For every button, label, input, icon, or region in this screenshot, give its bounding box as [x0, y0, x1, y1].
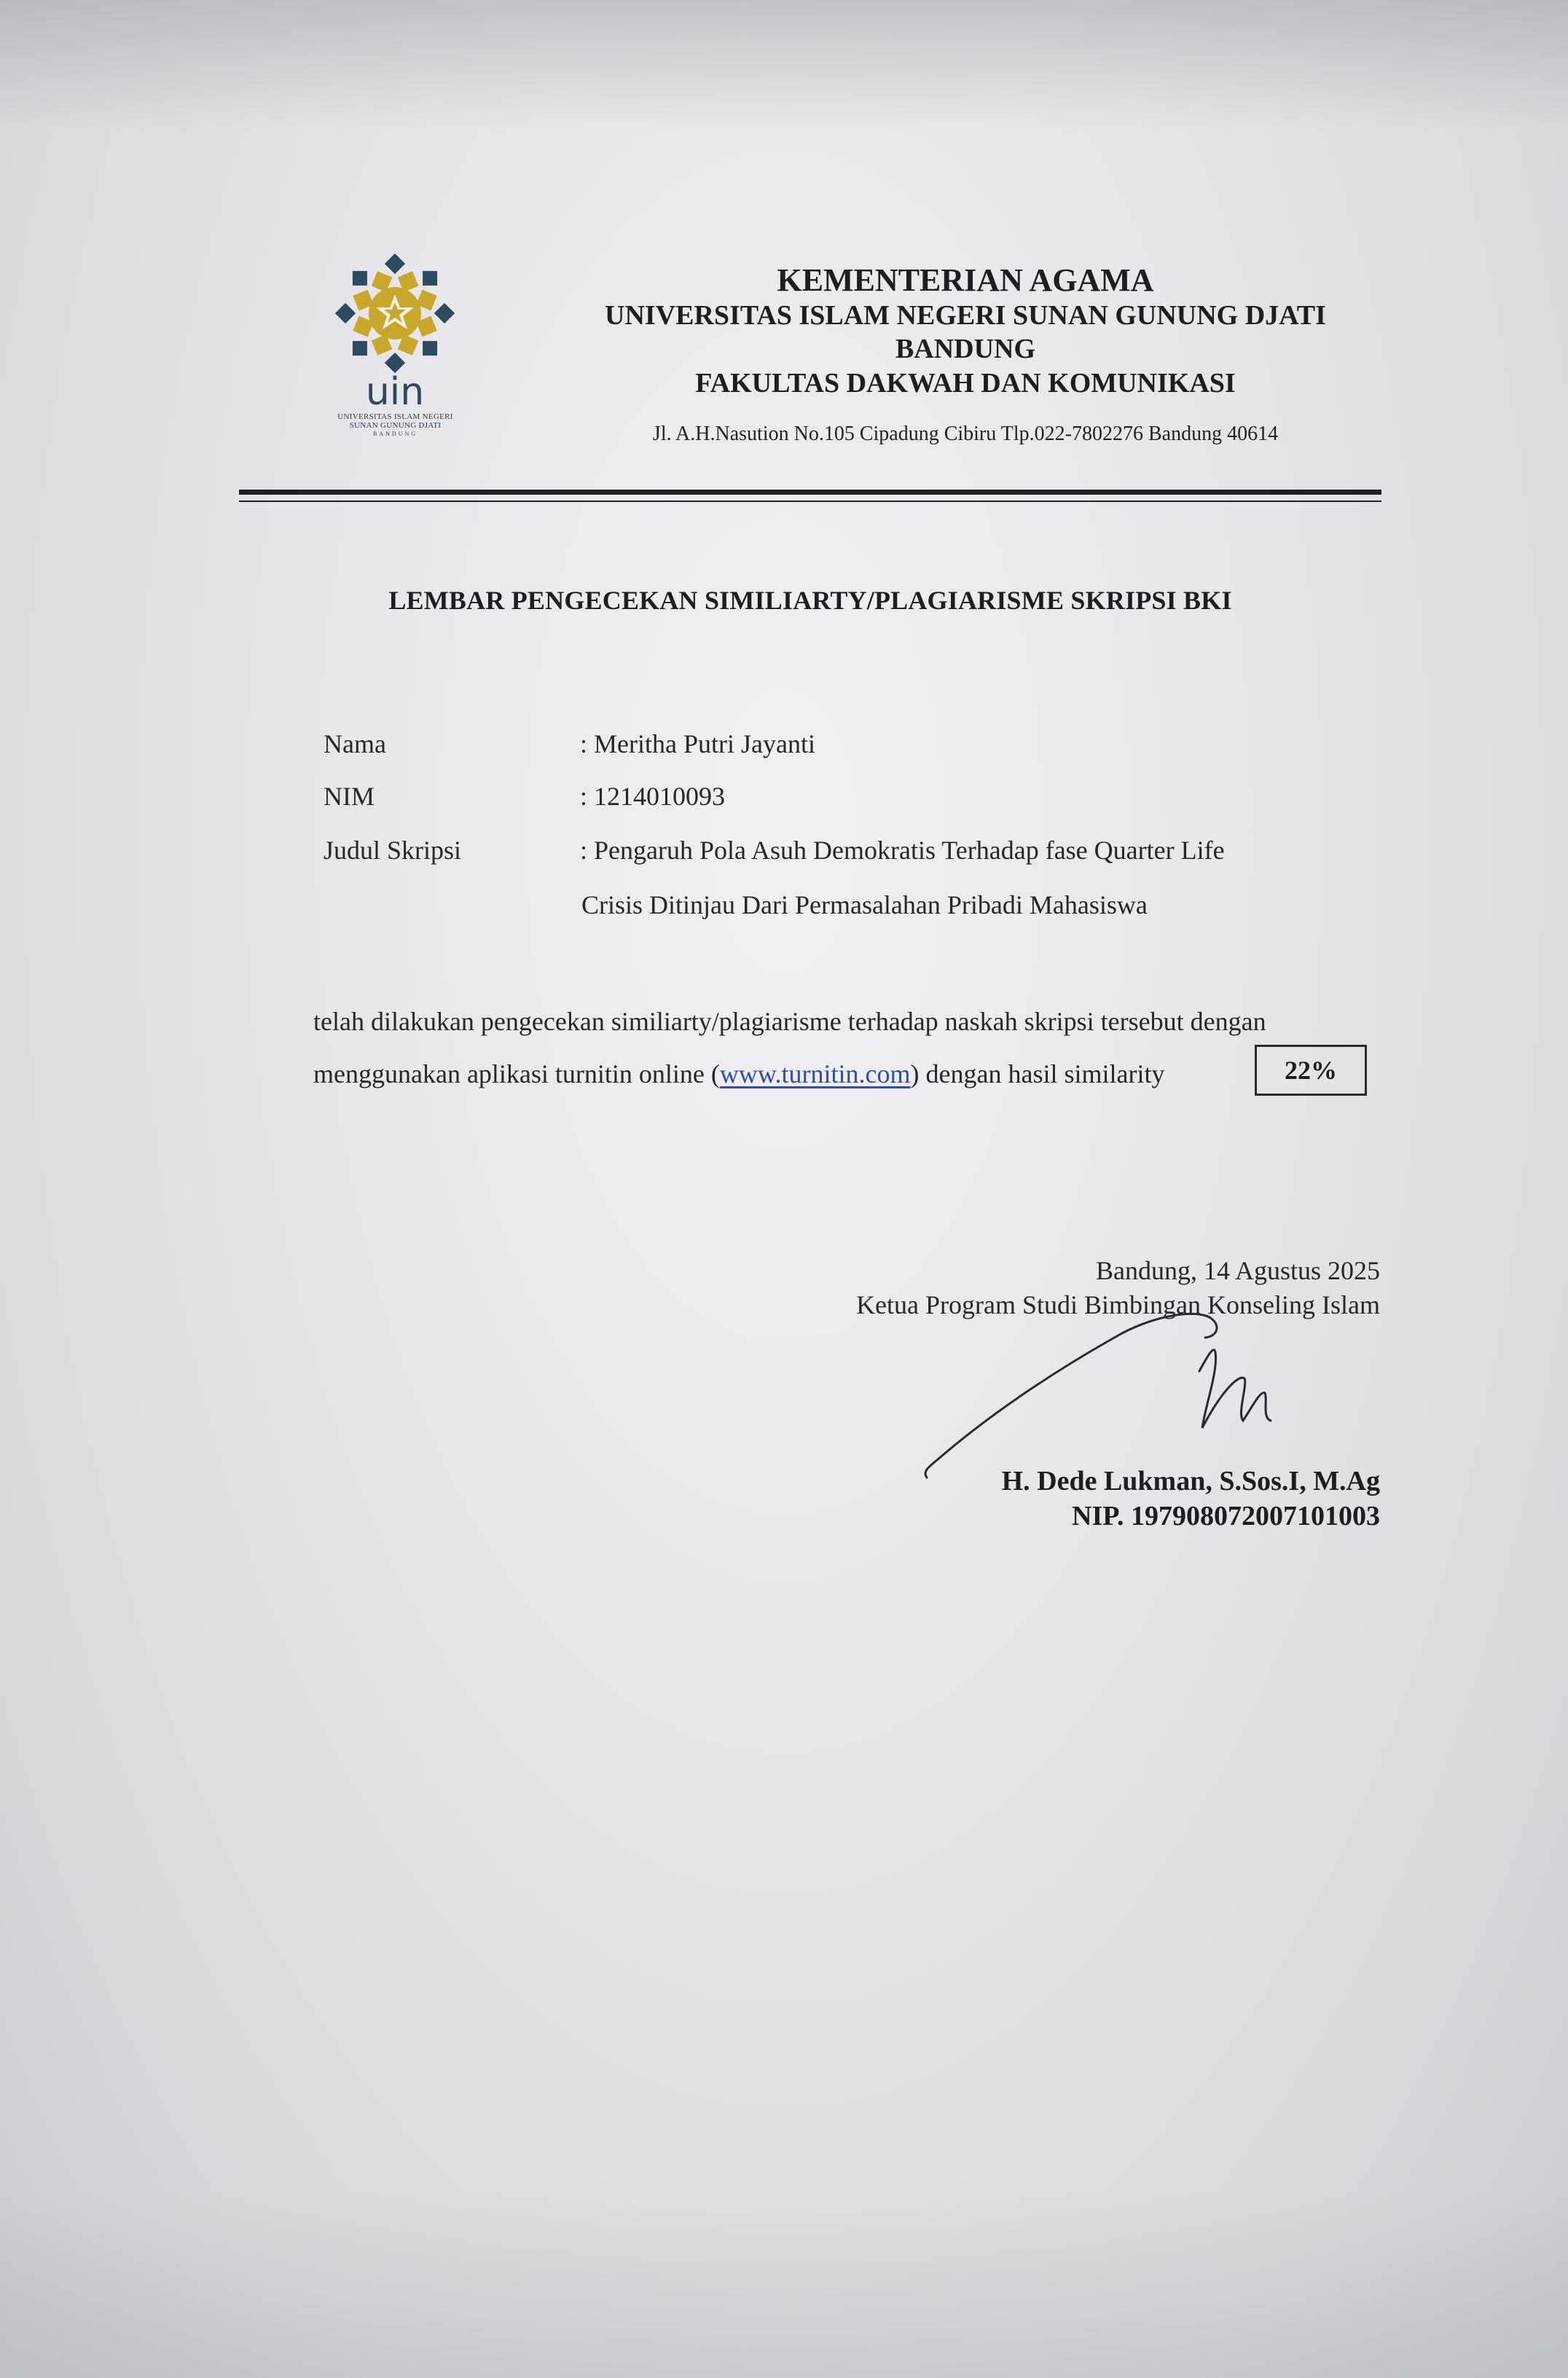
- logo-caption-line: BANDUNG: [373, 431, 418, 437]
- header-divider: [239, 490, 1381, 495]
- signature-position: Ketua Program Studi Bimbingan Konseling Islam: [856, 1290, 1380, 1319]
- field-label-judul: Judul Skripsi: [324, 836, 462, 865]
- statement-prefix: menggunakan aplikasi turnitin online (: [313, 1059, 720, 1088]
- logo-caption: [332, 412, 459, 439]
- faculty-name: FAKULTAS DAKWAH DAN KOMUNIKASI: [695, 368, 1236, 399]
- statement-line-1: telah dilakukan pengecekan similiarty/plagiarisme terhadap naskah skripsi tersebut dengan: [313, 1007, 1266, 1036]
- field-value-judul-continued: Crisis Ditinjau Dari Permasalahan Pribadi Mahasiswa: [581, 890, 1148, 919]
- ministry-name: KEMENTERIAN AGAMA: [777, 262, 1154, 298]
- logo-caption-line: SUNAN GUNUNG DJATI: [349, 421, 442, 430]
- statement-line-2: [313, 1058, 1164, 1090]
- signatory-nip: NIP. 197908072007101003: [1072, 1501, 1380, 1531]
- field-value-nim: : 1214010093: [580, 782, 726, 811]
- field-label-nim: NIM: [324, 782, 375, 811]
- university-city: BANDUNG: [895, 334, 1036, 364]
- statement-suffix: ) dengan hasil similarity: [910, 1059, 1165, 1088]
- university-name: UNIVERSITAS ISLAM NEGERI SUNAN GUNUNG DJATI: [605, 300, 1326, 331]
- field-label-nama: Nama: [324, 729, 386, 758]
- logo-wordmark: uin: [365, 370, 425, 414]
- letterhead-address: Jl. A.H.Nasution No.105 Cipadung Cibiru Tlp.022-7802276 Bandung 40614: [652, 423, 1279, 445]
- turnitin-link[interactable]: www.turnitin.com: [719, 1059, 911, 1088]
- letterhead: [510, 262, 1421, 401]
- uin-emblem-icon: [332, 251, 459, 419]
- header-divider-thin: [239, 501, 1381, 502]
- logo-caption-line: UNIVERSITAS ISLAM NEGERI: [337, 412, 453, 421]
- field-value-nama: : Meritha Putri Jayanti: [580, 729, 815, 758]
- document-title: LEMBAR PENGECEKAN SIMILIARTY/PLAGIARISME SKRIPSI BKI: [388, 586, 1232, 615]
- similarity-result-box: 22%: [1255, 1045, 1367, 1096]
- signatory-name: H. Dede Lukman, S.Sos.I, M.Ag: [1001, 1466, 1380, 1496]
- field-value-judul: : Pengaruh Pola Asuh Demokratis Terhadap fase Quarter Life: [580, 836, 1225, 865]
- signature-place-date: Bandung, 14 Agustus 2025: [1095, 1256, 1380, 1285]
